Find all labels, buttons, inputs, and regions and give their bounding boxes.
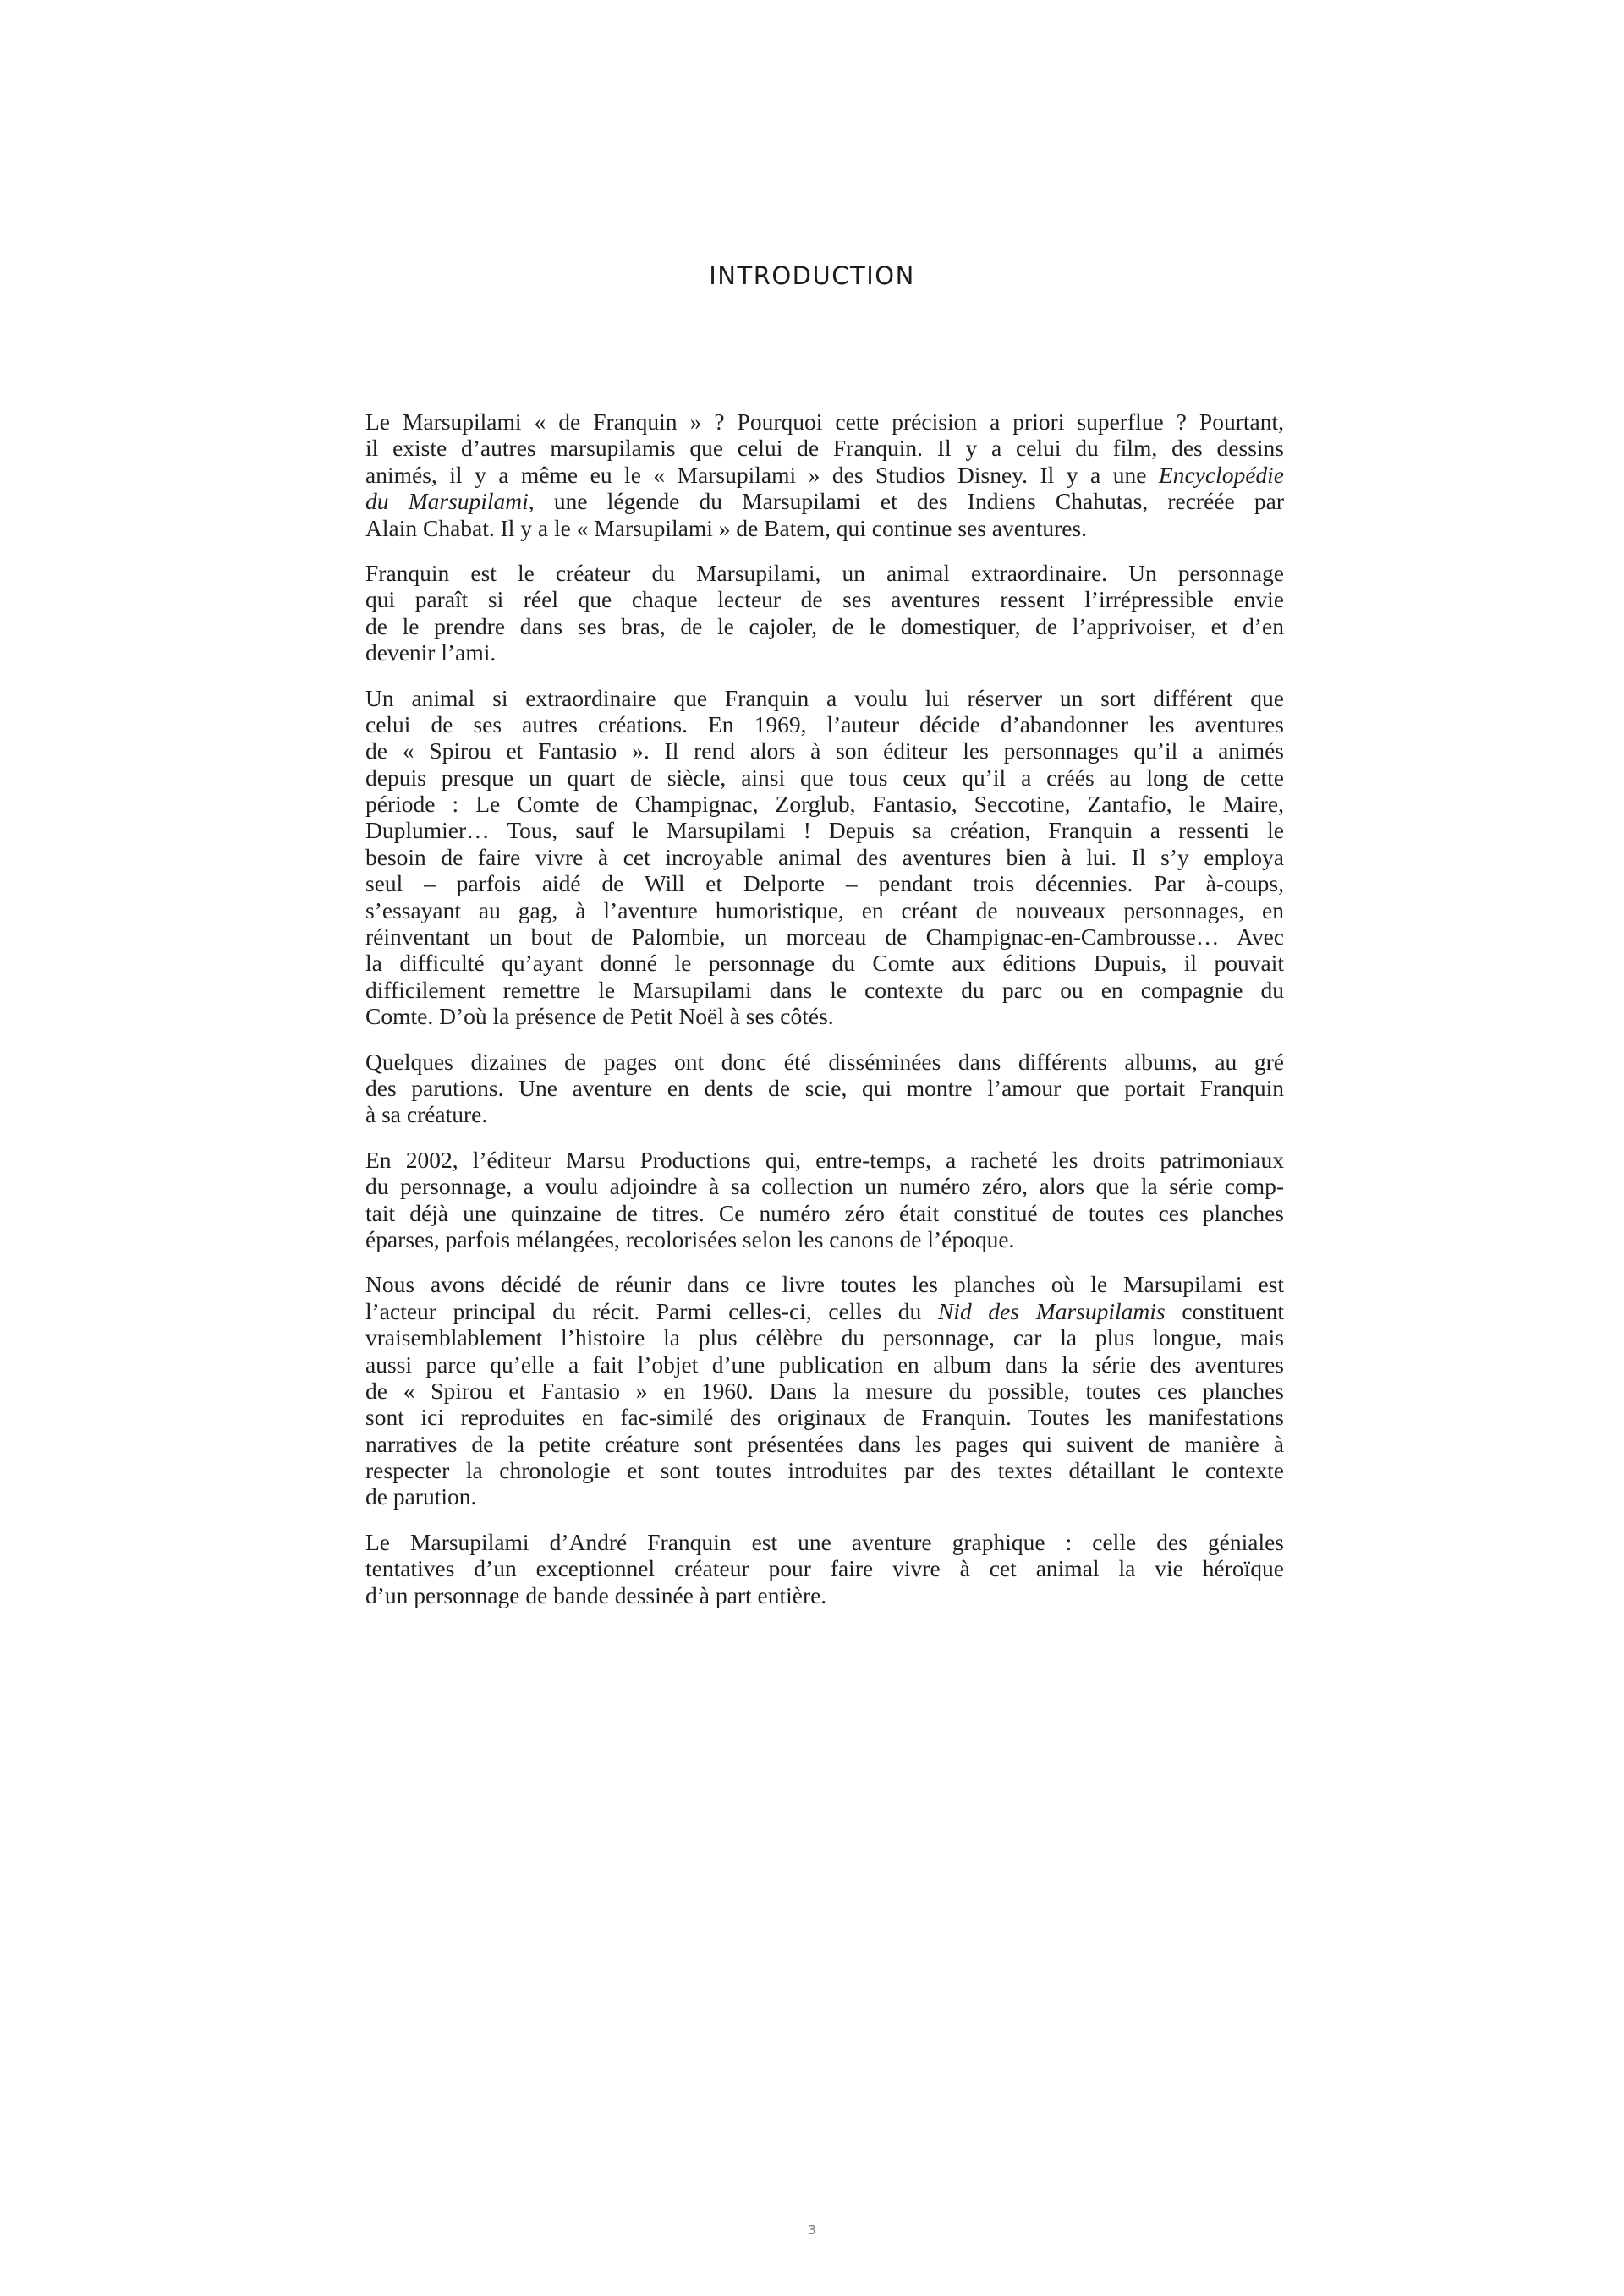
text-line — [365, 1226, 1284, 1252]
text-segment: il existe d’autres marsupilamis que celui de Franquin. Il y a celui du film, des dessins — [365, 435, 1284, 462]
text-line — [365, 870, 1284, 896]
text-segment: devenir l’ami. — [365, 639, 497, 666]
text-segment: En 2002, l’éditeur Marsu Productions qui, entre-temps, a racheté les droits patrimoniaux — [365, 1146, 1284, 1173]
text-segment: éparses, parfois mélangées, recolorisées selon les canons de l’époque. — [365, 1225, 1015, 1252]
text-segment: Franquin est le créateur du Marsupilami, un animal extraordinaire. Un personnage — [365, 559, 1284, 586]
text-line — [365, 1431, 1284, 1457]
text-segment: depuis presque un quart de siècle, ainsi que tous ceux qu’il a créés au long de cette — [365, 764, 1284, 791]
text-segment: celui de ses autres créations. En 1969, l’auteur décide d’abandonner les aventures — [365, 710, 1284, 737]
text-line — [365, 1298, 1284, 1324]
text-segment: Quelques dizaines de pages ont donc été disséminées dans différents albums, au gré — [365, 1048, 1284, 1075]
text-line — [365, 1378, 1284, 1404]
text-segment: sont ici reproduites en fac-similé des originaux de Franquin. Toutes les manifestations — [365, 1404, 1284, 1431]
text-segment: difficilement remettre le Marsupilami dans le contexte du parc ou en compagnie du — [365, 976, 1284, 1003]
text-segment: Un animal si extraordinaire que Franquin a voulu lui réserver un sort différent que — [365, 684, 1284, 711]
text-segment: besoin de faire vivre à cet incroyable animal des aventures bien à lui. Il s’y employa — [365, 843, 1284, 870]
text-line — [365, 711, 1284, 737]
text-segment: vraisemblablement l’histoire la plus célèbre du personnage, car la plus longue, mais — [365, 1324, 1284, 1351]
text-line — [365, 1529, 1284, 1555]
text-line — [365, 435, 1284, 461]
text-segment: respecter la chronologie et sont toutes introduites par des textes détaillant le contexte — [365, 1457, 1284, 1484]
paragraph — [365, 1271, 1284, 1510]
italic-title: Nid des Marsupilamis — [937, 1297, 1166, 1324]
text-segment: constituent — [1165, 1297, 1284, 1324]
page-title: INTRODUCTION — [709, 261, 915, 291]
text-segment: du personnage, a voulu adjoindre à sa collection un numéro zéro, alors que la série comp- — [365, 1173, 1284, 1200]
text-line — [365, 1075, 1284, 1101]
text-line — [365, 1351, 1284, 1378]
text-segment: aussi parce qu’elle a fait l’objet d’une publication en album dans la série des aventures — [365, 1351, 1284, 1378]
text-line — [365, 737, 1284, 764]
text-segment: animés, il y a même eu le « Marsupilami » des Studios Disney. Il y a une — [365, 461, 1159, 488]
text-segment: s’essayant au gag, à l’aventure humoristique, en créant de nouveaux personnages, en — [365, 896, 1284, 923]
paragraph — [365, 685, 1284, 1030]
text-segment: tait déjà une quinzaine de titres. Ce numéro zéro était constitué de toutes ces planches — [365, 1199, 1284, 1226]
text-segment: la difficulté qu’ayant donné le personnage du Comte aux éditions Dupuis, il pouvait — [365, 950, 1284, 977]
paragraph — [365, 408, 1284, 541]
text-segment: Le Marsupilami d’André Franquin est une aventure graphique : celle des géniales — [365, 1528, 1284, 1555]
text-segment: , une légende du Marsupilami et des Indiens Chahutas, recréée par — [528, 488, 1285, 515]
text-line — [365, 1457, 1284, 1483]
text-segment: Comte. D’où la présence de Petit Noël à ses côtés. — [365, 1003, 834, 1030]
text-line — [365, 817, 1284, 843]
text-line — [365, 977, 1284, 1003]
text-line — [365, 1555, 1284, 1581]
text-line — [365, 1003, 1284, 1029]
paragraph — [365, 560, 1284, 666]
paragraph — [365, 1147, 1284, 1253]
text-line — [365, 1582, 1284, 1608]
text-segment: qui paraît si réel que chaque lecteur de ses aventures ressent l’irrépressible envie — [365, 586, 1284, 613]
text-segment: de « Spirou et Fantasio » en 1960. Dans la mesure du possible, toutes ces planches — [365, 1377, 1284, 1404]
text-segment: réinventant un bout de Palombie, un morceau de Champignac-en-Cambrousse… Avec — [365, 923, 1284, 951]
text-line — [365, 1324, 1284, 1351]
text-line — [365, 1101, 1284, 1127]
text-segment: tentatives d’un exceptionnel créateur pour faire vivre à cet animal la vie héroïque — [365, 1555, 1284, 1582]
text-line — [365, 1173, 1284, 1199]
text-segment: période : Le Comte de Champignac, Zorglub, Fantasio, Seccotine, Zantafio, le Maire, — [365, 791, 1284, 818]
text-segment: de « Spirou et Fantasio ». Il rend alors à son éditeur les personnages qu’il a animés — [365, 737, 1284, 764]
text-segment: l’acteur principal du récit. Parmi celles-ci, celles du — [365, 1297, 938, 1324]
text-line — [365, 1404, 1284, 1430]
text-segment: narratives de la petite créature sont présentées dans les pages qui suivent de manière à — [365, 1430, 1284, 1457]
text-line — [365, 462, 1284, 488]
text-segment: seul – parfois aidé de Will et Delporte – pendant trois décennies. Par à-coups, — [365, 870, 1284, 897]
text-segment: Alain Chabat. Il y a le « Marsupilami » de Batem, qui continue ses aventures. — [365, 514, 1088, 541]
text-line — [365, 897, 1284, 923]
text-line — [365, 685, 1284, 711]
page-number: 3 — [808, 2222, 816, 2238]
text-segment: des parutions. Une aventure en dents de scie, qui montre l’amour que portait Franquin — [365, 1074, 1284, 1101]
text-line — [365, 515, 1284, 541]
text-line — [365, 639, 1284, 666]
text-line — [365, 586, 1284, 612]
text-line — [365, 560, 1284, 586]
text-line — [365, 791, 1284, 817]
body-text — [365, 408, 1284, 1627]
text-line — [365, 488, 1284, 514]
text-line — [365, 408, 1284, 435]
text-segment: de parution. — [365, 1483, 477, 1510]
text-line — [365, 1147, 1284, 1173]
text-line — [365, 950, 1284, 976]
text-segment: d’un personnage de bande dessinée à part entière. — [365, 1581, 827, 1608]
text-segment: Le Marsupilami « de Franquin » ? Pourquoi cette précision a priori superflue ? Pourtant, — [365, 408, 1284, 435]
text-line — [365, 1200, 1284, 1226]
text-line — [365, 613, 1284, 639]
text-line — [365, 764, 1284, 791]
text-line — [365, 1483, 1284, 1510]
text-segment: de le prendre dans ses bras, de le cajoler, de le domestiquer, de l’apprivoiser, et d’en — [365, 612, 1284, 639]
text-segment: à sa créature. — [365, 1101, 488, 1128]
text-segment: Nous avons décidé de réunir dans ce livre toutes les planches où le Marsupilami est — [365, 1271, 1284, 1298]
italic-title: du Marsupilami — [365, 488, 529, 515]
text-line — [365, 844, 1284, 870]
text-line — [365, 1049, 1284, 1075]
paragraph — [365, 1529, 1284, 1608]
text-line — [365, 1271, 1284, 1297]
text-line — [365, 923, 1284, 950]
paragraph — [365, 1049, 1284, 1128]
italic-title: Encyclopédie — [1158, 461, 1284, 488]
text-segment: Duplumier… Tous, sauf le Marsupilami ! Depuis sa création, Franquin a ressenti le — [365, 817, 1284, 844]
